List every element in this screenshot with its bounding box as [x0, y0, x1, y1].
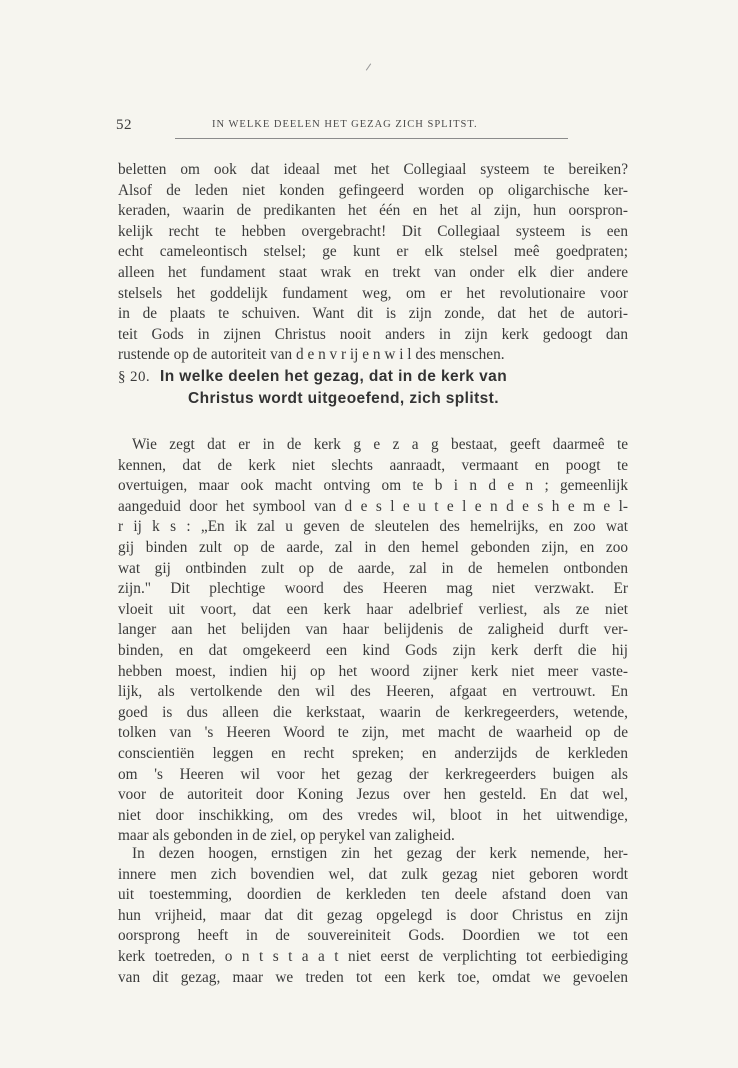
text-line: rustende op de autoriteit van d e n v r ij e n w i l des menschen.: [118, 346, 505, 364]
text-line: niet door inschikking, om des vredes wil, bloot in het uitwendige,: [118, 806, 628, 824]
page-number: 52: [116, 117, 132, 133]
header-rule: [175, 138, 568, 139]
text-line: kelijk recht te hebben overgebracht! Dit Collegiaal systeem is een: [118, 222, 628, 240]
section-title-line-1: [118, 368, 628, 390]
text-line: langer aan het belijden van haar belijdenis de zaligheid durft ver-: [118, 621, 628, 639]
text-line: kennen, dat de kerk niet slechts aanraadt, vermaant en poogt te: [118, 456, 628, 474]
text-line: aangeduid door het symbool van d e s l e u t e l e n d e s h e m e l-: [118, 497, 628, 515]
text-line: stelsels het goddelijk fundament weg, om er het revolutionaire voor: [118, 284, 628, 302]
text-line: tolken van 's Heeren Woord te zijn, met macht de waarheid op de: [118, 724, 628, 742]
text-line: Alsof de leden niet konden gefingeerd worden op oligarchische ker-: [118, 181, 628, 199]
text-line: voor de autoriteit door Koning Jezus over hen gesteld. En dat wel,: [118, 786, 628, 804]
section-number: § 20.: [118, 369, 150, 385]
text-line: r ij k s : „En ik zal u geven de sleutelen des hemelrijks, en zoo wat: [118, 518, 628, 536]
text-line: beletten om ook dat ideaal met het Collegiaal systeem te bereiken?: [118, 161, 628, 178]
text-line: alleen het fundament staat wrak en trekt van onder elk dier andere: [118, 263, 628, 281]
text-line: maar als gebonden in de ziel, op perykel van zaligheid.: [118, 827, 455, 845]
text-line: hun vrijheid, maar dat dit gezag opgelegd is door Christus en zijn: [118, 906, 628, 924]
stray-mark: [366, 63, 371, 70]
text-line: echt cameleontisch stelsel; ge kunt er elk stelsel meê goedpraten;: [118, 243, 628, 261]
text-line: in de plaats te schuiven. Want dit is zijn zonde, dat het de autori-: [118, 305, 628, 323]
running-head: [116, 117, 576, 137]
text-line: goed is dus alleen die kerkstaat, waarin de kerkregeerders, wetende,: [118, 703, 628, 721]
text-line: uit toestemming, doordien de kerkleden ten deele afstand doen van: [118, 886, 628, 904]
text-line: om 's Heeren wil voor het gezag der kerkregeerders buigen als: [118, 765, 628, 783]
running-title: IN WELKE DEELEN HET GEZAG ZICH SPLITST.: [212, 119, 478, 130]
section-heading: [118, 368, 628, 412]
text-line: oorsprong heeft in de souvereiniteit Gods. Doordien we tot een: [118, 927, 628, 945]
text-line: Wie zegt dat er in de kerk g e z a g bestaat, geeft daarmeê te: [132, 436, 628, 453]
paragraph-3: [118, 844, 628, 988]
text-line: keraden, waarin de predikanten het één en het al zijn, hun oorspron-: [118, 202, 628, 220]
text-line: binden, en dat omgekeerd een kind Gods zijn kerk derft die hij: [118, 641, 628, 659]
text-line: lijk, als vertolkende den wil des Heeren, afgaat en vertrouwt. En: [118, 683, 628, 701]
text-line: kerk toetreden, o n t s t a a t niet eerst de verplichting tot eerbiediging: [118, 947, 628, 965]
text-line: In dezen hoogen, ernstigen zin het gezag der kerk nemende, her-: [132, 845, 628, 862]
text-line: overtuigen, maar ook macht ontving om te b i n d e n ; gemeenlijk: [118, 477, 628, 495]
paragraph-1: [118, 160, 628, 366]
text-line: hebben moest, indien hij op het woord zijner kerk niet meer vaste-: [118, 662, 628, 680]
text-line: conscientiën leggen en recht spreken; en anderzijds de kerkleden: [118, 744, 628, 762]
text-line: wat gij ontbinden zult op de aarde, zal in de hemelen ontbonden: [118, 559, 628, 577]
text-line: gij binden zult op de aarde, zal in den hemel gebonden zijn, en zoo: [118, 538, 628, 556]
section-title-text-1: In welke deelen het gezag, dat in de kerk van: [160, 368, 508, 385]
paragraph-2: [118, 435, 628, 847]
text-line: teit Gods in zijnen Christus nooit anders in zijn kerk gedoogt dan: [118, 325, 628, 343]
text-line: vloeit uit voort, dat een kerk haar adelbrief verliest, als ze niet: [118, 600, 628, 618]
text-line: innere men zich bovendien wel, dat zulk gezag niet geboren wordt: [118, 865, 628, 883]
section-title-line-2: Christus wordt uitgeoefend, zich splitst.: [188, 390, 499, 407]
text-line: van dit gezag, maar we treden tot een kerk toe, omdat we gevoelen: [118, 968, 628, 986]
text-line: zijn." Dit plechtige woord des Heeren mag niet verzwakt. Er: [118, 580, 628, 598]
